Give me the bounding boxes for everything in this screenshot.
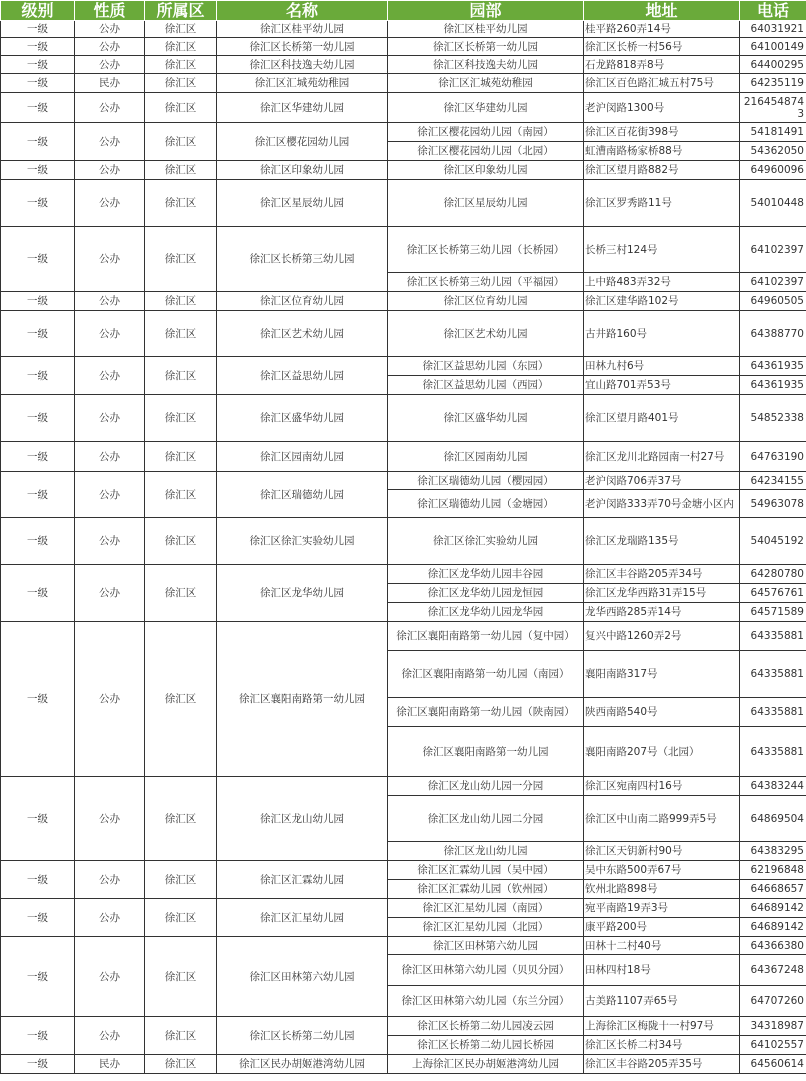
table-row — [1, 74, 806, 93]
cell-nature: 公办 — [75, 472, 145, 518]
cell-phone: 64031921 — [740, 21, 806, 38]
cell-phone: 34318987 — [740, 1017, 806, 1036]
cell-address: 宛平南路19弄3号 — [584, 899, 740, 918]
cell-level: 一级 — [1, 123, 75, 161]
cell-phone: 64960096 — [740, 161, 806, 180]
cell-phone: 64361935 — [740, 357, 806, 376]
cell-address: 上中路483弄32号 — [584, 273, 740, 292]
cell-district: 徐汇区 — [145, 395, 217, 442]
cell-campus: 徐汇区位育幼儿园 — [388, 292, 584, 311]
cell-name: 徐汇区益思幼儿园 — [217, 357, 388, 395]
cell-nature: 公办 — [75, 565, 145, 622]
cell-campus: 徐汇区艺术幼儿园 — [388, 311, 584, 357]
cell-address: 徐汇区百色路汇城五村75号 — [584, 74, 740, 93]
cell-name: 徐汇区汇霖幼儿园 — [217, 861, 388, 899]
cell-campus: 徐汇区益思幼儿园（东园） — [388, 357, 584, 376]
cell-address: 徐汇区宛南四村16号 — [584, 777, 740, 796]
cell-level: 一级 — [1, 1017, 75, 1055]
cell-address: 老沪闵路1300号 — [584, 93, 740, 123]
cell-district: 徐汇区 — [145, 622, 217, 777]
cell-district: 徐汇区 — [145, 565, 217, 622]
cell-phone: 54362050 — [740, 142, 806, 161]
cell-phone: 2164548743 — [740, 93, 806, 123]
cell-phone: 54045192 — [740, 518, 806, 565]
cell-level: 一级 — [1, 357, 75, 395]
cell-phone: 64335881 — [740, 698, 806, 727]
cell-nature: 公办 — [75, 395, 145, 442]
table-row — [1, 472, 806, 490]
cell-campus: 徐汇区长桥第三幼儿园（长桥园） — [388, 227, 584, 273]
cell-name: 徐汇区印象幼儿园 — [217, 161, 388, 180]
cell-name: 徐汇区桂平幼儿园 — [217, 21, 388, 38]
cell-name: 徐汇区汇城苑幼稚园 — [217, 74, 388, 93]
cell-campus: 徐汇区龙山幼儿园 — [388, 842, 584, 861]
cell-level: 一级 — [1, 472, 75, 518]
cell-level: 一级 — [1, 861, 75, 899]
cell-phone: 64383244 — [740, 777, 806, 796]
cell-nature: 公办 — [75, 292, 145, 311]
cell-campus: 徐汇区田林第六幼儿园（东兰分园） — [388, 986, 584, 1017]
cell-phone: 64361935 — [740, 376, 806, 395]
cell-phone: 64234155 — [740, 472, 806, 490]
cell-nature: 公办 — [75, 180, 145, 227]
cell-level: 一级 — [1, 1055, 75, 1074]
table-row — [1, 93, 806, 123]
cell-address: 老沪闵路333弄70号金塘小区内 — [584, 490, 740, 518]
cell-phone: 54852338 — [740, 395, 806, 442]
cell-address: 徐汇区百花街398号 — [584, 123, 740, 142]
header-campus: 园部 — [388, 1, 584, 21]
cell-address: 田林九村6号 — [584, 357, 740, 376]
cell-address: 徐汇区龙瑞路135号 — [584, 518, 740, 565]
cell-campus: 徐汇区科技逸夫幼儿园 — [388, 56, 584, 74]
cell-district: 徐汇区 — [145, 93, 217, 123]
cell-campus: 徐汇区汇城苑幼稚园 — [388, 74, 584, 93]
cell-phone: 64960505 — [740, 292, 806, 311]
cell-campus: 徐汇区印象幼儿园 — [388, 161, 584, 180]
cell-district: 徐汇区 — [145, 1017, 217, 1055]
cell-campus: 徐汇区田林第六幼儿园（贝贝分园） — [388, 955, 584, 986]
header-level: 级别 — [1, 1, 75, 21]
cell-address: 复兴中路1260弄2号 — [584, 622, 740, 651]
cell-district: 徐汇区 — [145, 161, 217, 180]
cell-level: 一级 — [1, 74, 75, 93]
cell-district: 徐汇区 — [145, 861, 217, 899]
cell-phone: 64388770 — [740, 311, 806, 357]
cell-level: 一级 — [1, 180, 75, 227]
cell-level: 一级 — [1, 777, 75, 861]
cell-address: 徐汇区龙川北路园南一村27号 — [584, 442, 740, 472]
table-row — [1, 861, 806, 880]
cell-campus: 徐汇区长桥第二幼儿园凌云园 — [388, 1017, 584, 1036]
cell-address: 徐汇区罗秀路11号 — [584, 180, 740, 227]
cell-level: 一级 — [1, 899, 75, 937]
cell-nature: 民办 — [75, 1055, 145, 1074]
table-row — [1, 1055, 806, 1074]
cell-phone: 64335881 — [740, 651, 806, 698]
cell-address: 上海徐汇区梅陇十一村97号 — [584, 1017, 740, 1036]
cell-phone: 64335881 — [740, 727, 806, 777]
cell-district: 徐汇区 — [145, 180, 217, 227]
cell-phone: 64560614 — [740, 1055, 806, 1074]
cell-phone: 64689142 — [740, 918, 806, 937]
cell-nature: 公办 — [75, 123, 145, 161]
cell-district: 徐汇区 — [145, 74, 217, 93]
cell-address: 徐汇区丰谷路205弄35号 — [584, 1055, 740, 1074]
cell-address: 石龙路818弄8号 — [584, 56, 740, 74]
cell-campus: 上海徐汇区民办胡姬港湾幼儿园 — [388, 1055, 584, 1074]
cell-address: 徐汇区中山南二路999弄5号 — [584, 796, 740, 842]
cell-name: 徐汇区瑞德幼儿园 — [217, 472, 388, 518]
cell-level: 一级 — [1, 292, 75, 311]
cell-phone: 62196848 — [740, 861, 806, 880]
cell-address: 襄阳南路317号 — [584, 651, 740, 698]
cell-address: 徐汇区长桥二村34号 — [584, 1036, 740, 1055]
cell-nature: 公办 — [75, 357, 145, 395]
cell-nature: 公办 — [75, 56, 145, 74]
cell-phone: 64367248 — [740, 955, 806, 986]
cell-district: 徐汇区 — [145, 442, 217, 472]
table-row — [1, 38, 806, 56]
cell-campus: 徐汇区汇星幼儿园（北园） — [388, 918, 584, 937]
cell-campus: 徐汇区龙华幼儿园丰谷园 — [388, 565, 584, 584]
table-row — [1, 899, 806, 918]
table-header — [1, 1, 806, 21]
cell-nature: 公办 — [75, 21, 145, 38]
cell-district: 徐汇区 — [145, 899, 217, 937]
cell-nature: 公办 — [75, 311, 145, 357]
cell-name: 徐汇区田林第六幼儿园 — [217, 937, 388, 1017]
cell-address: 古井路160号 — [584, 311, 740, 357]
cell-address: 徐汇区望月路401号 — [584, 395, 740, 442]
cell-phone: 64235119 — [740, 74, 806, 93]
table-row — [1, 777, 806, 796]
header-nature: 性质 — [75, 1, 145, 21]
cell-campus: 徐汇区瑞德幼儿园（樱园园） — [388, 472, 584, 490]
cell-address: 陕西南路540号 — [584, 698, 740, 727]
cell-address: 徐汇区天钥新村90号 — [584, 842, 740, 861]
cell-address: 长桥三村124号 — [584, 227, 740, 273]
header-phone: 电话 — [740, 1, 806, 21]
cell-address: 龙华西路285弄14号 — [584, 603, 740, 622]
cell-campus: 徐汇区龙华幼儿园龙华园 — [388, 603, 584, 622]
table-row — [1, 518, 806, 565]
cell-phone: 64102557 — [740, 1036, 806, 1055]
cell-nature: 公办 — [75, 1017, 145, 1055]
cell-address: 虹漕南路杨家桥88号 — [584, 142, 740, 161]
cell-level: 一级 — [1, 311, 75, 357]
cell-address: 徐汇区长桥一村56号 — [584, 38, 740, 56]
cell-district: 徐汇区 — [145, 21, 217, 38]
cell-phone: 64576761 — [740, 584, 806, 603]
header-district: 所属区 — [145, 1, 217, 21]
cell-district: 徐汇区 — [145, 311, 217, 357]
cell-campus: 徐汇区徐汇实验幼儿园 — [388, 518, 584, 565]
cell-nature: 民办 — [75, 74, 145, 93]
header-address: 地址 — [584, 1, 740, 21]
cell-campus: 徐汇区龙华幼儿园龙恒园 — [388, 584, 584, 603]
cell-name: 徐汇区龙华幼儿园 — [217, 565, 388, 622]
cell-phone: 64280780 — [740, 565, 806, 584]
table-row — [1, 1017, 806, 1036]
cell-district: 徐汇区 — [145, 472, 217, 518]
cell-district: 徐汇区 — [145, 357, 217, 395]
cell-phone: 64335881 — [740, 622, 806, 651]
cell-level: 一级 — [1, 518, 75, 565]
cell-name: 徐汇区园南幼儿园 — [217, 442, 388, 472]
cell-campus: 徐汇区樱花园幼儿园（南园） — [388, 123, 584, 142]
table-body — [1, 21, 806, 1074]
cell-phone: 64689142 — [740, 899, 806, 918]
cell-campus: 徐汇区襄阳南路第一幼儿园（复中园） — [388, 622, 584, 651]
cell-campus: 徐汇区樱花园幼儿园（北园） — [388, 142, 584, 161]
cell-name: 徐汇区盛华幼儿园 — [217, 395, 388, 442]
cell-campus: 徐汇区田林第六幼儿园 — [388, 937, 584, 955]
cell-name: 徐汇区长桥第一幼儿园 — [217, 38, 388, 56]
cell-district: 徐汇区 — [145, 56, 217, 74]
cell-level: 一级 — [1, 38, 75, 56]
cell-campus: 徐汇区襄阳南路第一幼儿园（陕南园） — [388, 698, 584, 727]
cell-nature: 公办 — [75, 861, 145, 899]
cell-level: 一级 — [1, 395, 75, 442]
cell-nature: 公办 — [75, 777, 145, 861]
cell-phone: 64366380 — [740, 937, 806, 955]
cell-campus: 徐汇区汇霖幼儿园（钦州园） — [388, 880, 584, 899]
cell-name: 徐汇区樱花园幼儿园 — [217, 123, 388, 161]
table-row — [1, 937, 806, 955]
cell-nature: 公办 — [75, 899, 145, 937]
cell-level: 一级 — [1, 442, 75, 472]
cell-address: 徐汇区龙华西路31弄15号 — [584, 584, 740, 603]
cell-campus: 徐汇区盛华幼儿园 — [388, 395, 584, 442]
cell-phone: 64571589 — [740, 603, 806, 622]
cell-name: 徐汇区徐汇实验幼儿园 — [217, 518, 388, 565]
cell-district: 徐汇区 — [145, 1055, 217, 1074]
cell-district: 徐汇区 — [145, 518, 217, 565]
cell-nature: 公办 — [75, 161, 145, 180]
cell-phone: 64400295 — [740, 56, 806, 74]
cell-campus: 徐汇区襄阳南路第一幼儿园 — [388, 727, 584, 777]
cell-nature: 公办 — [75, 227, 145, 292]
cell-address: 吴中东路500弄67号 — [584, 861, 740, 880]
table-row — [1, 21, 806, 38]
cell-campus: 徐汇区益思幼儿园（西园） — [388, 376, 584, 395]
cell-campus: 徐汇区长桥第三幼儿园（平福园） — [388, 273, 584, 292]
table-row — [1, 395, 806, 442]
cell-phone: 64869504 — [740, 796, 806, 842]
cell-nature: 公办 — [75, 38, 145, 56]
cell-campus: 徐汇区长桥第二幼儿园长桥园 — [388, 1036, 584, 1055]
cell-address: 宜山路701弄53号 — [584, 376, 740, 395]
cell-name: 徐汇区长桥第三幼儿园 — [217, 227, 388, 292]
cell-name: 徐汇区襄阳南路第一幼儿园 — [217, 622, 388, 777]
cell-level: 一级 — [1, 56, 75, 74]
table-row — [1, 292, 806, 311]
cell-name: 徐汇区华建幼儿园 — [217, 93, 388, 123]
cell-address: 襄阳南路207号（北园） — [584, 727, 740, 777]
cell-name: 徐汇区民办胡姬港湾幼儿园 — [217, 1055, 388, 1074]
cell-nature: 公办 — [75, 518, 145, 565]
table-row — [1, 180, 806, 227]
table-row — [1, 565, 806, 584]
cell-phone: 64668657 — [740, 880, 806, 899]
cell-phone: 64707260 — [740, 986, 806, 1017]
cell-address: 徐汇区丰谷路205弄34号 — [584, 565, 740, 584]
table-row — [1, 123, 806, 142]
cell-district: 徐汇区 — [145, 937, 217, 1017]
cell-phone: 54963078 — [740, 490, 806, 518]
cell-level: 一级 — [1, 21, 75, 38]
cell-address: 桂平路260弄14号 — [584, 21, 740, 38]
cell-phone: 64102397 — [740, 227, 806, 273]
cell-address: 徐汇区建华路102号 — [584, 292, 740, 311]
header-row — [1, 1, 806, 21]
cell-address: 钦州北路898号 — [584, 880, 740, 899]
cell-address: 康平路200号 — [584, 918, 740, 937]
cell-campus: 徐汇区瑞德幼儿园（金塘园） — [388, 490, 584, 518]
cell-phone: 64100149 — [740, 38, 806, 56]
cell-campus: 徐汇区汇星幼儿园（南园） — [388, 899, 584, 918]
header-name: 名称 — [217, 1, 388, 21]
cell-name: 徐汇区星辰幼儿园 — [217, 180, 388, 227]
cell-phone: 64383295 — [740, 842, 806, 861]
cell-name: 徐汇区位育幼儿园 — [217, 292, 388, 311]
cell-level: 一级 — [1, 93, 75, 123]
cell-nature: 公办 — [75, 622, 145, 777]
cell-address: 徐汇区望月路882号 — [584, 161, 740, 180]
cell-campus: 徐汇区华建幼儿园 — [388, 93, 584, 123]
cell-campus: 徐汇区长桥第一幼儿园 — [388, 38, 584, 56]
cell-district: 徐汇区 — [145, 38, 217, 56]
cell-campus: 徐汇区襄阳南路第一幼儿园（南园） — [388, 651, 584, 698]
table-row — [1, 442, 806, 472]
cell-district: 徐汇区 — [145, 292, 217, 311]
table-row — [1, 56, 806, 74]
cell-phone: 54181491 — [740, 123, 806, 142]
cell-name: 徐汇区科技逸夫幼儿园 — [217, 56, 388, 74]
cell-district: 徐汇区 — [145, 123, 217, 161]
table-row — [1, 161, 806, 180]
cell-address: 老沪闵路706弄37号 — [584, 472, 740, 490]
cell-level: 一级 — [1, 565, 75, 622]
cell-level: 一级 — [1, 161, 75, 180]
cell-address: 田林四村18号 — [584, 955, 740, 986]
cell-name: 徐汇区长桥第二幼儿园 — [217, 1017, 388, 1055]
table-row — [1, 357, 806, 376]
cell-nature: 公办 — [75, 442, 145, 472]
table-row — [1, 622, 806, 651]
cell-phone: 64102397 — [740, 273, 806, 292]
cell-nature: 公办 — [75, 937, 145, 1017]
cell-campus: 徐汇区龙山幼儿园二分园 — [388, 796, 584, 842]
cell-nature: 公办 — [75, 93, 145, 123]
cell-district: 徐汇区 — [145, 227, 217, 292]
cell-campus: 徐汇区桂平幼儿园 — [388, 21, 584, 38]
cell-name: 徐汇区艺术幼儿园 — [217, 311, 388, 357]
cell-address: 田林十二村40号 — [584, 937, 740, 955]
table-row — [1, 311, 806, 357]
cell-level: 一级 — [1, 227, 75, 292]
cell-name: 徐汇区龙山幼儿园 — [217, 777, 388, 861]
cell-campus: 徐汇区龙山幼儿园一分园 — [388, 777, 584, 796]
cell-address: 古美路1107弄65号 — [584, 986, 740, 1017]
cell-phone: 54010448 — [740, 180, 806, 227]
cell-name: 徐汇区汇星幼儿园 — [217, 899, 388, 937]
cell-campus: 徐汇区园南幼儿园 — [388, 442, 584, 472]
cell-district: 徐汇区 — [145, 777, 217, 861]
cell-phone: 64763190 — [740, 442, 806, 472]
cell-level: 一级 — [1, 937, 75, 1017]
cell-level: 一级 — [1, 622, 75, 777]
cell-campus: 徐汇区星辰幼儿园 — [388, 180, 584, 227]
table-row — [1, 227, 806, 273]
cell-campus: 徐汇区汇霖幼儿园（吴中园） — [388, 861, 584, 880]
